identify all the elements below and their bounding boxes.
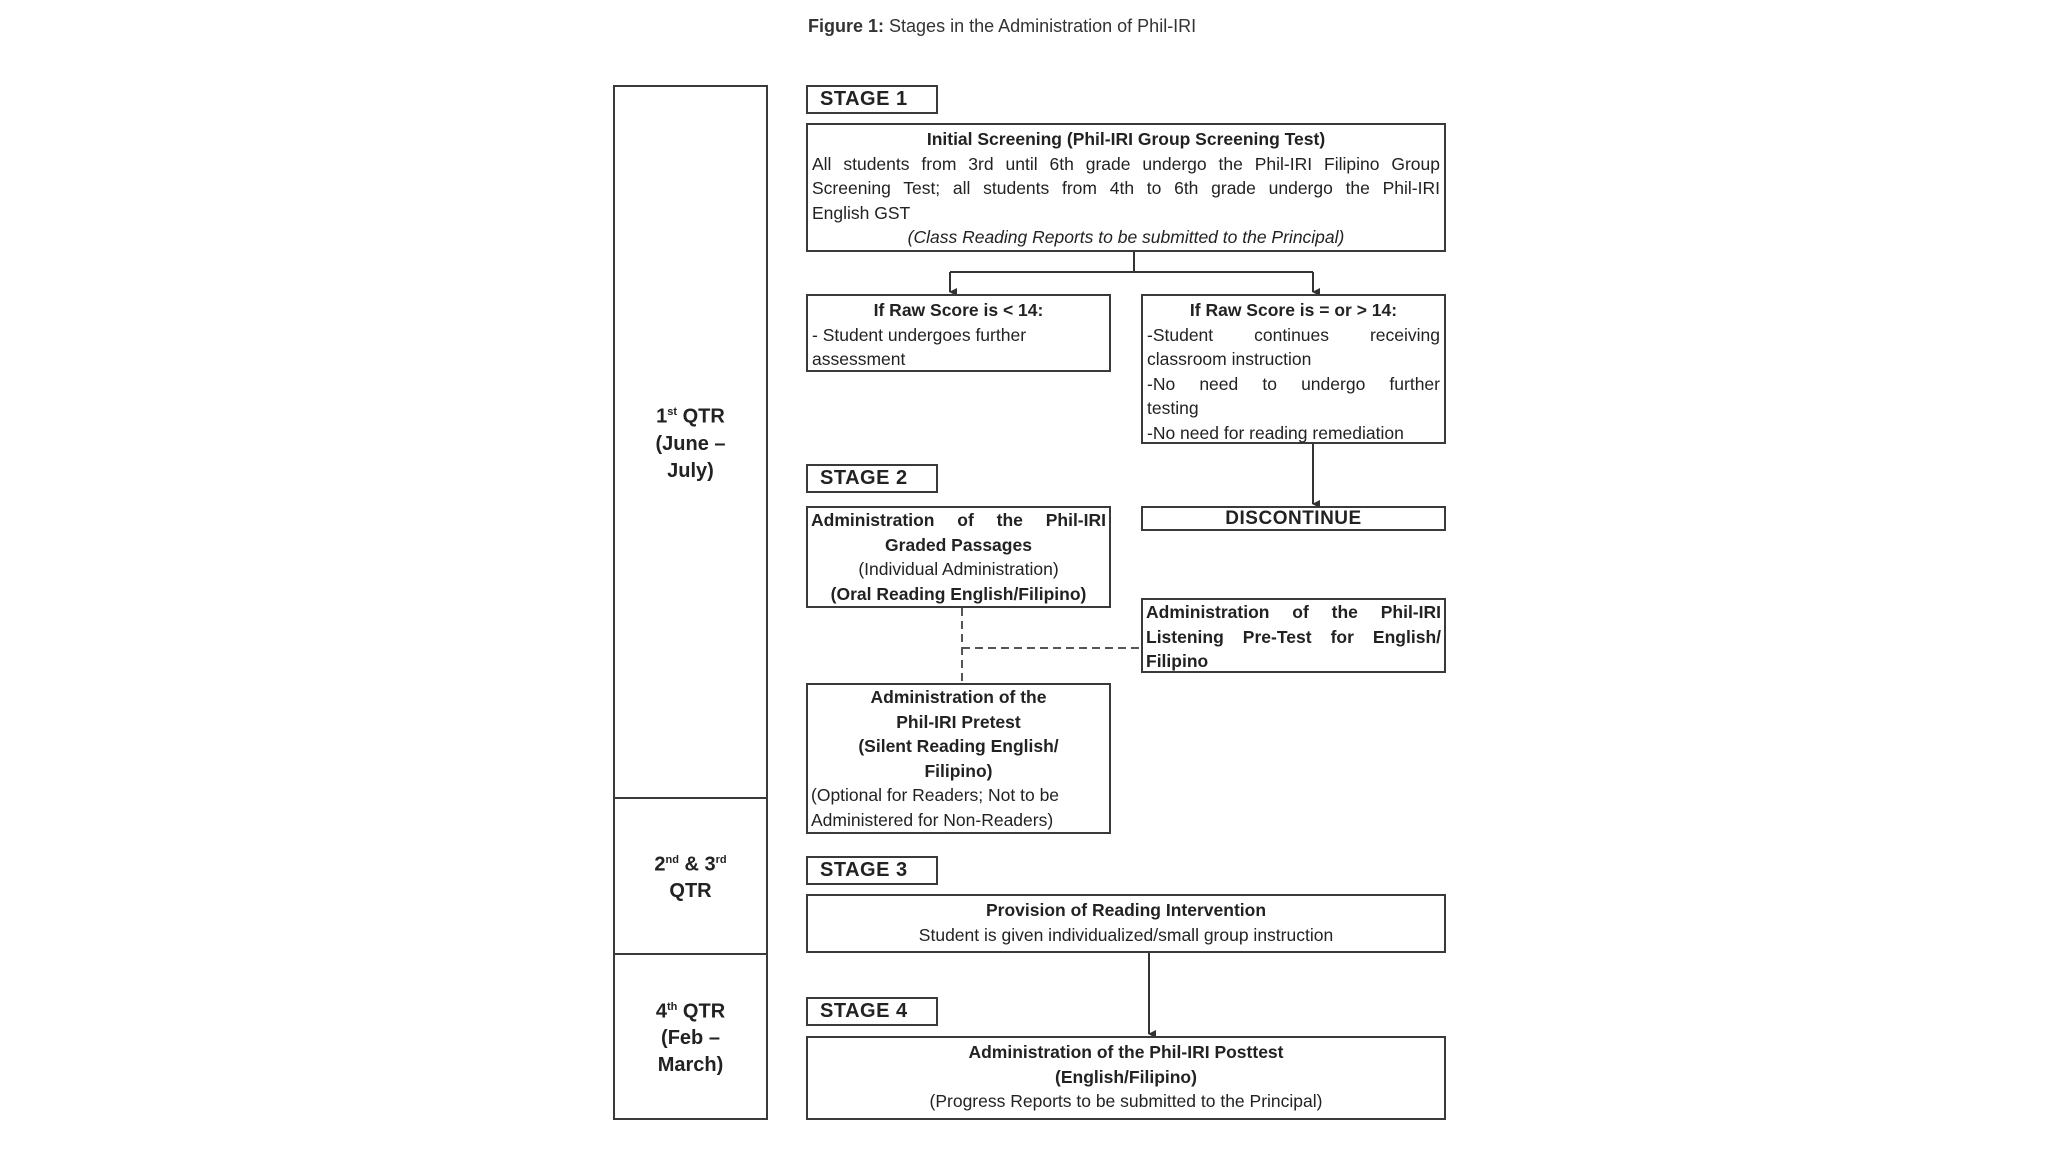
intervention-line-1: Student is given individualized/small group instruction [918,924,1334,945]
high-score-line-1: -Student continues receiving [1147,324,1440,345]
quarter-1-cell: 1st QTR (June – July) [613,85,768,799]
graded-passages-line-1: Administration of the Phil-IRI [811,510,1106,530]
stage-3-label: STAGE 3 [806,856,938,885]
figure-label: Figure 1: [808,16,885,36]
pretest-line-3: (Silent Reading English/ [858,736,1059,756]
figure-title: Stages in the Administration of Phil-IRI [889,16,1197,36]
graded-passages-box [806,506,1111,608]
quarter-2-3-cell: 2nd & 3rd QTR [613,797,768,955]
silent-pretest-box [806,683,1111,834]
listening-pretest-box [1141,598,1446,673]
pretest-line-2: Phil-IRI Pretest [896,711,1021,732]
low-score-title: If Raw Score is < 14: [873,300,1044,320]
graded-passages-line-3: (Individual Administration) [858,559,1059,579]
listening-line-1: Administration of the Phil-IRI [1146,602,1441,622]
stage-1-label: STAGE 1 [806,85,938,114]
pretest-line-4: Filipino) [924,760,993,781]
low-score-box [806,294,1111,372]
stage-2-label: STAGE 2 [806,464,938,493]
listening-line-2: Listening Pre-Test for English/ [1146,626,1441,647]
high-score-line-3: -No need to undergo further [1147,373,1440,394]
initial-screening-box [806,123,1446,252]
listening-line-3: Filipino [1146,651,1209,671]
high-score-title: If Raw Score is = or > 14: [1189,300,1398,320]
screening-title: Initial Screening (Phil-IRI Group Screening Test) [926,129,1326,149]
stage-4-label: STAGE 4 [806,997,938,1026]
pretest-line-5: (Optional for Readers; Not to be [811,785,1060,805]
low-score-line-1: - Student undergoes further [812,324,1027,345]
screening-line-2: Screening Test; all students from 4th to 6th grade undergo the Phil-IRI [812,178,1440,198]
reading-intervention-box [806,894,1446,953]
posttest-line-3: (Progress Reports to be submitted to the Principal) [929,1091,1323,1111]
high-score-line-4: testing [1147,398,1199,418]
graded-passages-line-4: (Oral Reading English/Filipino) [830,583,1087,604]
high-score-line-5: -No need for reading remediation [1147,422,1404,443]
posttest-line-2: (English/Filipino) [1055,1066,1197,1087]
screening-line-1: All students from 3rd until 6th grade undergo the Phil-IRI Filipino Group [812,153,1440,174]
screening-note: (Class Reading Reports to be submitted to the Principal) [907,227,1345,247]
discontinue-box: DISCONTINUE [1141,506,1446,531]
intervention-title: Provision of Reading Intervention [985,900,1267,920]
posttest-box [806,1036,1446,1120]
high-score-line-2: classroom instruction [1147,349,1312,369]
quarter-4-cell: 4th QTR (Feb – March) [613,953,768,1120]
high-score-box [1141,294,1446,444]
screening-line-3: English GST [812,202,911,223]
graded-passages-line-2: Graded Passages [885,534,1032,555]
pretest-line-1: Administration of the [870,687,1047,707]
pretest-line-6: Administered for Non-Readers) [811,809,1054,830]
low-score-line-2: assessment [812,349,906,369]
posttest-line-1: Administration of the Phil-IRI Posttest [968,1042,1284,1062]
